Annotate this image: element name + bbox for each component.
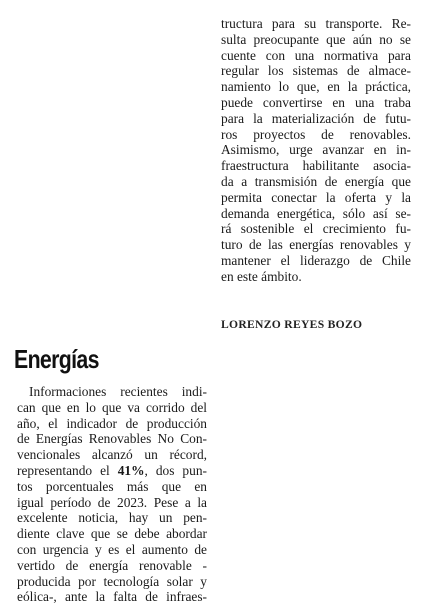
text-line: Informaciones recientes indi- (29, 384, 207, 399)
text-line: excelente noticia, hay un pen- (17, 510, 207, 526)
text-line: turo de las energías renovables y (221, 237, 411, 253)
text-line: cuente con una normativa para (221, 47, 411, 63)
text-line: tos porcentuales más que en (17, 478, 207, 494)
text-line: fraestructura habilitante asocia- (221, 158, 411, 174)
article-headline: Energías (14, 344, 99, 374)
text-line: vencionales alcanzó un récord, (17, 447, 207, 463)
text-line: para la materialización de futu- (221, 110, 411, 126)
text-line: da a transmisión de energía que (221, 173, 411, 189)
text-line: representando el 41%, dos pun- (17, 462, 207, 478)
text-line: mantener el liderazgo de Chile (221, 252, 411, 268)
text-line: de Energías Renovables No Con- (17, 431, 207, 447)
text-line: ros proyectos de renovables. (221, 126, 411, 142)
text-line: puede convertirse en una traba (221, 94, 411, 110)
text-line: producida por tecnología solar y (17, 573, 207, 589)
text-line: sulta preocupante que aún no se (221, 31, 411, 47)
text-line: igual período de 2023. Pese a la (17, 494, 207, 510)
text-line: demanda energética, sólo así se- (221, 205, 411, 221)
text-line: namiento lo que, en la práctica, (221, 79, 411, 95)
text-line: vertido de energía renovable - (17, 557, 207, 573)
text-line: en este ámbito. (221, 268, 302, 284)
text-line: tructura para su transporte. Re- (221, 16, 411, 31)
text-line: con urgencia y es el aumento de (17, 541, 207, 557)
article-right-column (221, 16, 411, 285)
author-signature: LORENZO REYES BOZO (221, 318, 363, 331)
article-left-column (17, 384, 207, 605)
text-line: permita conectar la oferta y la (221, 189, 411, 205)
text-line: regular los sistemas de almace- (221, 63, 411, 79)
text-line: eólica-, ante la falta de infraes- (17, 589, 207, 605)
text-line: Asimismo, urge avanzar en in- (221, 142, 411, 158)
text-line: año, el indicador de producción (17, 415, 207, 431)
text-line: diente clave que se debe abordar (17, 526, 207, 542)
text-line: rá sostenible el crecimiento fu- (221, 221, 411, 237)
text-line: can que en lo que va corrido del (17, 399, 207, 415)
